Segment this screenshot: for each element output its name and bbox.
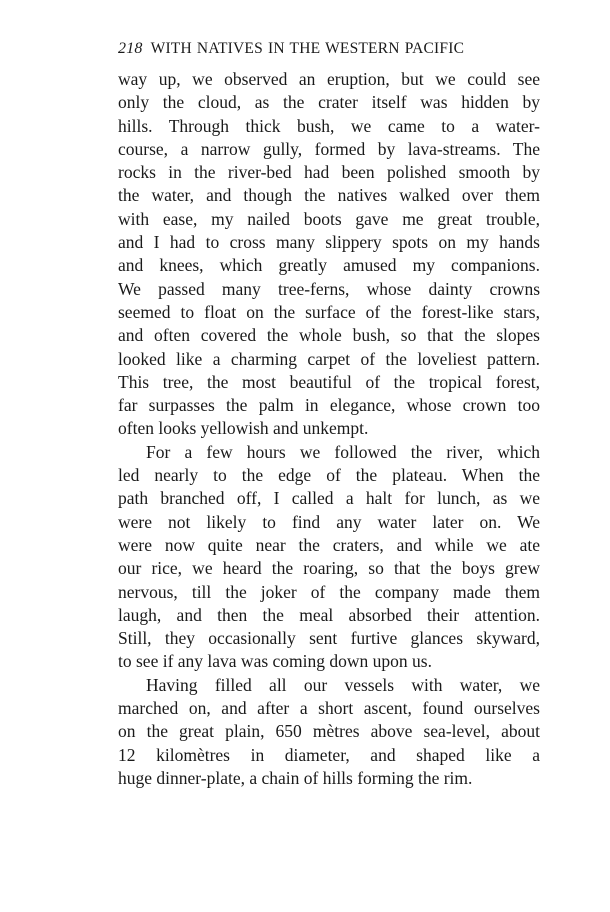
text-line: path branched off, I called a halt for lunch, as we <box>118 488 540 509</box>
text-line: nervous, till the joker of the company made them <box>118 581 540 602</box>
running-title: WITH NATIVES IN THE WESTERN PACIFIC <box>150 40 465 57</box>
text-line: far surpasses the palm in elegance, whose crown too <box>118 395 540 416</box>
text-line: on the great plain, 650 mètres above sea-level, about <box>118 721 540 742</box>
page-number: 218 <box>118 40 143 57</box>
text-line: often looks yellowish and unkempt. <box>118 418 369 439</box>
paragraph <box>118 674 540 790</box>
text-line: marched on, and after a short ascent, found ourselves <box>118 698 540 719</box>
text-line: 12 kilomètres in diameter, and shaped like a <box>118 744 540 765</box>
text-line: way up, we observed an eruption, but we could see <box>118 69 540 89</box>
paragraph <box>118 441 540 674</box>
text-line: This tree, the most beautiful of the tropical forest, <box>118 371 540 392</box>
text-line: the water, and though the natives walked over them <box>118 185 540 206</box>
running-header <box>118 40 540 66</box>
text-line: laugh, and then the meal absorbed their attention. <box>118 604 540 625</box>
paragraph <box>118 68 540 441</box>
text-line: were not likely to find any water later on. We <box>118 511 540 532</box>
text-line: and knees, which greatly amused my companions. <box>118 255 540 276</box>
text-line: led nearly to the edge of the plateau. When the <box>118 465 540 486</box>
text-line: seemed to float on the surface of the forest-like stars, <box>118 301 540 322</box>
text-line: and often covered the whole bush, so that the slopes <box>118 325 540 346</box>
text-line: For a few hours we followed the river, which <box>146 441 540 462</box>
text-line: only the cloud, as the crater itself was hidden by <box>118 92 540 113</box>
text-line: with ease, my nailed boots gave me great trouble, <box>118 208 540 229</box>
text-line: our rice, we heard the roaring, so that the boys grew <box>118 558 540 579</box>
text-line: and I had to cross many slippery spots on my hands <box>118 232 540 253</box>
body-text <box>118 68 540 790</box>
text-line: course, a narrow gully, formed by lava-streams. The <box>118 138 540 159</box>
text-line: Having filled all our vessels with water, we <box>146 674 540 695</box>
book-page <box>118 40 540 790</box>
text-line: to see if any lava was coming down upon us. <box>118 651 432 672</box>
text-line: Still, they occasionally sent furtive glances skyward, <box>118 628 540 649</box>
text-line: were now quite near the craters, and while we ate <box>118 534 540 555</box>
text-line: huge dinner-plate, a chain of hills forming the rim. <box>118 767 473 788</box>
text-line: looked like a charming carpet of the loveliest pattern. <box>118 348 540 369</box>
text-line: hills. Through thick bush, we came to a water- <box>118 115 540 136</box>
text-line: rocks in the river-bed had been polished smooth by <box>118 162 540 183</box>
text-line: We passed many tree-ferns, whose dainty crowns <box>118 278 540 299</box>
